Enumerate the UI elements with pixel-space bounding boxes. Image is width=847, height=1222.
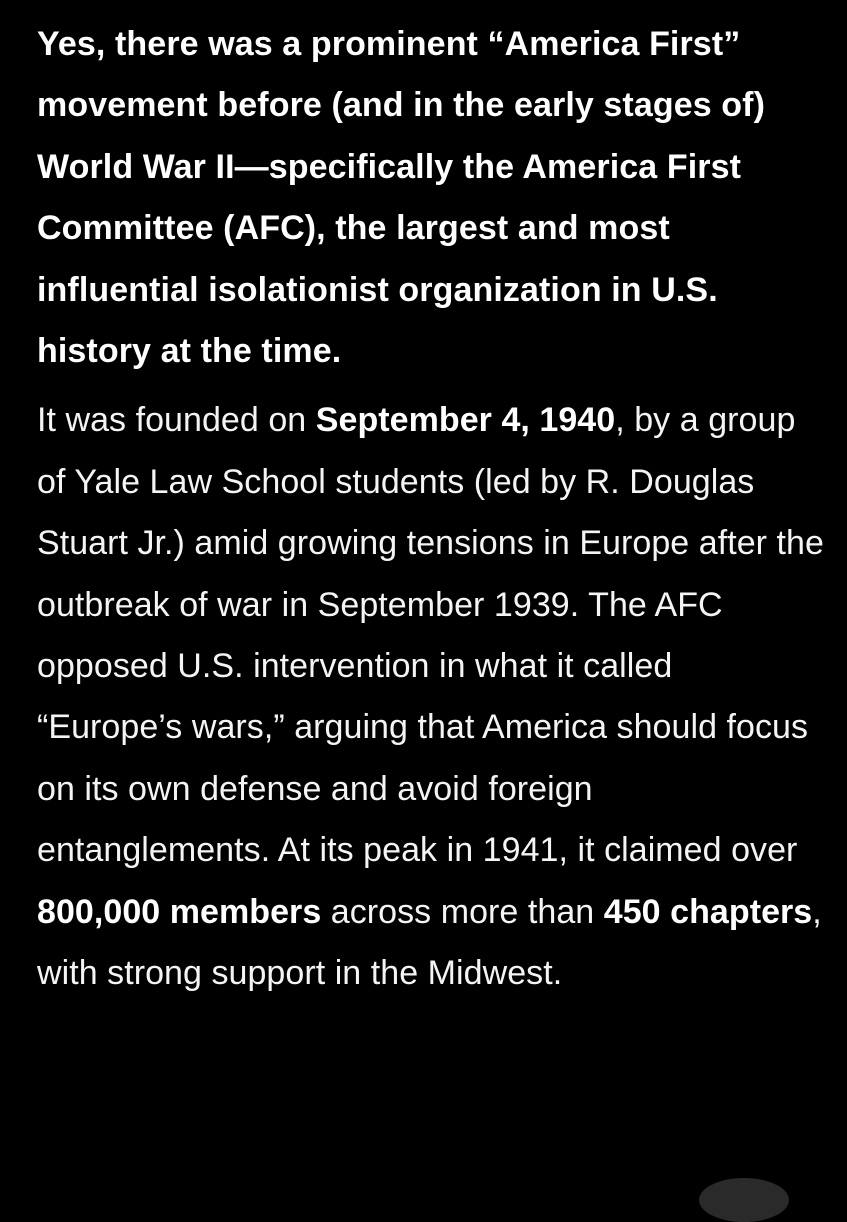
chat-response	[37, 14, 827, 1005]
member-count: 800,000 members	[37, 892, 322, 931]
founding-paragraph	[37, 390, 827, 1004]
scroll-to-bottom-button[interactable]	[699, 1178, 789, 1222]
paragraph-text: , with strong support in the Midwest.	[37, 892, 822, 993]
chapter-count: 450 chapters	[603, 892, 813, 931]
paragraph-text: It was founded on	[37, 401, 316, 440]
paragraph-text: across more than	[321, 892, 604, 931]
founding-date: September 4, 1940	[315, 401, 616, 440]
paragraph-text: , by a group of Yale Law School students (led by R. Douglas Stuart Jr.) amid growing tensions in Europe after the outbreak of war in September 1939. The AFC opposed U.S. intervention in what it called “Europe’s wars,” arguing that America should focus on its own defense and avoid foreign entanglements. At its peak in 1941, it claimed over	[37, 401, 824, 870]
intro-paragraph: Yes, there was a prominent “America First” movement before (and in the early stages of) World War II—specifically the America First Committee (AFC), the largest and most influential isolationist organization in U.S. history at the time.	[37, 25, 766, 371]
